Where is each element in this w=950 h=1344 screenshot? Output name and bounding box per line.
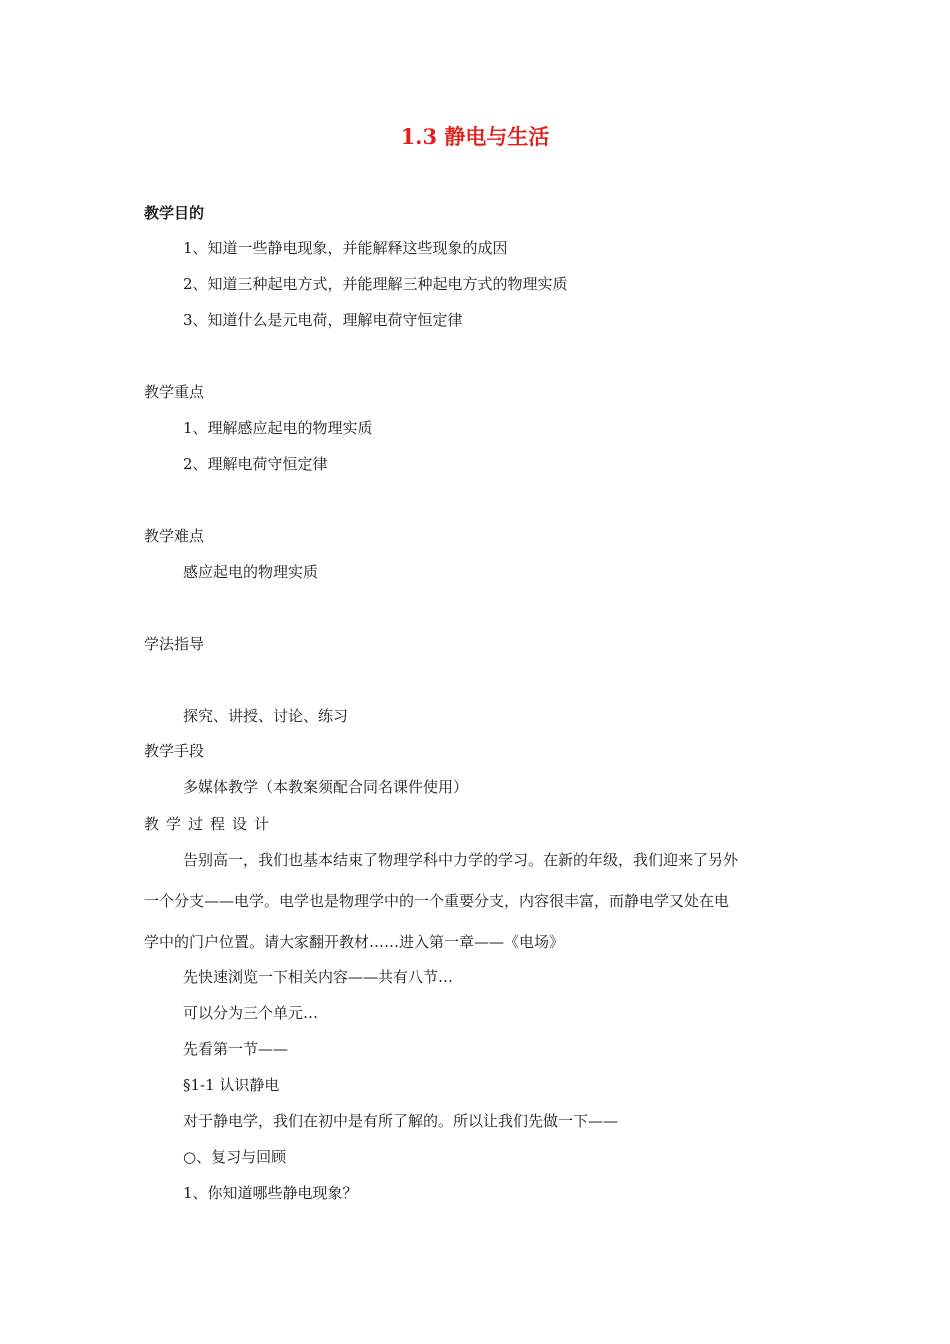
- method-item: 探究、讲授、讨论、练习: [183, 707, 349, 725]
- means-item: 多媒体教学（本教案须配合同名课件使用）: [183, 778, 469, 796]
- process-line: ○、复习与回顾: [183, 1148, 287, 1166]
- objective-item: 2、知道三种起电方式，并能理解三种起电方式的物理实质: [183, 275, 568, 293]
- process-paragraph-line: 一个分支——电学。电学也是物理学中的一个重要分支，内容很丰富，而静电学又处在电: [144, 892, 730, 910]
- objective-item: 1、知道一些静电现象，并能解释这些现象的成因: [183, 239, 508, 257]
- process-line: 先看第一节——: [183, 1040, 289, 1058]
- means-heading: 教学手段: [144, 742, 205, 760]
- key-point-item: 2、理解电荷守恒定律: [183, 455, 328, 473]
- key-points-heading: 教学重点: [144, 383, 205, 401]
- document-title: 1.3 静电与生活: [400, 124, 550, 149]
- section-heading: §1-1 认识静电: [183, 1076, 280, 1094]
- process-paragraph-line: 告别高一，我们也基本结束了物理学科中力学的学习。在新的年级，我们迎来了另外: [183, 851, 739, 869]
- method-heading: 学法指导: [144, 635, 205, 653]
- process-line: 对于静电学，我们在初中是有所了解的。所以让我们先做一下——: [183, 1112, 619, 1130]
- key-point-item: 1、理解感应起电的物理实质: [183, 419, 373, 437]
- process-line: 可以分为三个单元…: [183, 1004, 319, 1022]
- objectives-heading: 教学目的: [144, 204, 205, 222]
- process-line: 1、你知道哪些静电现象？: [183, 1184, 358, 1202]
- process-heading: 教学过程设计: [144, 815, 277, 833]
- difficulty-item: 感应起电的物理实质: [183, 563, 319, 581]
- difficulties-heading: 教学难点: [144, 527, 205, 545]
- process-paragraph-line: 学中的门户位置。请大家翻开教材……进入第一章——《电场》: [144, 933, 565, 951]
- objective-item: 3、知道什么是元电荷，理解电荷守恒定律: [183, 311, 463, 329]
- process-line: 先快速浏览一下相关内容——共有八节…: [183, 968, 454, 986]
